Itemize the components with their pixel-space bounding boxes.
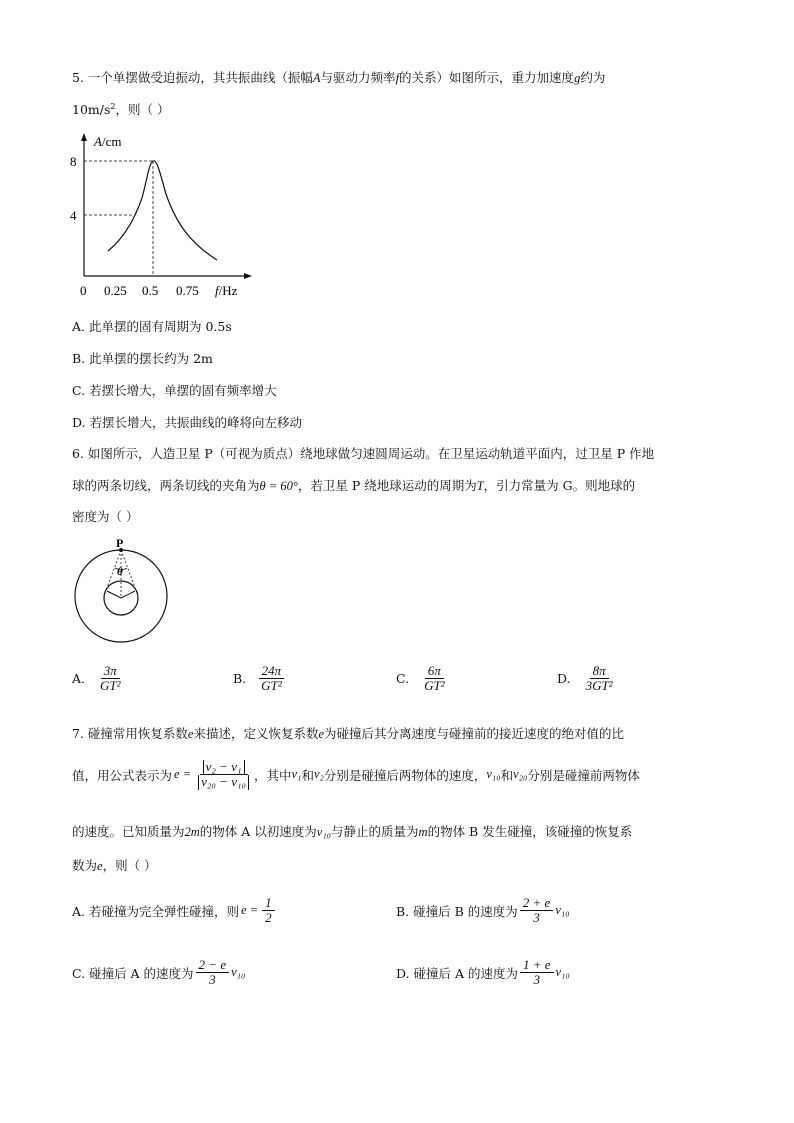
q7-stem-line2: 值，用公式表示为 e = $\frac{\text{v₂ − v₁}}{\text{v₂₀ − v₁₀}}$ ，其中 v₁ 和 v₂ 分别是碰撞后两物体的速度， v₁₀ 和 v₂₀ 分别是碰撞前两物体	[72, 759, 640, 790]
q7-stem-line3: 的速度。已知质量为2m的物体 A 以初速度为v₁₀与静止的质量为m的物体 B 发生碰撞，该碰撞的恢复系	[72, 824, 633, 839]
q5-option-c[interactable]: C. 若摆长增大，单摆的固有频率增大	[72, 383, 277, 398]
q6-option-c[interactable]: C. $\frac{6\pi}{\text{GT²}}$	[396, 663, 445, 694]
q6-option-a[interactable]: A. $\frac{3\pi}{\text{GT²}}$	[72, 663, 121, 694]
q5-stem-line1: 5. 一个单摆做受迫振动，其共振曲线（振幅A与驱动力频率f的关系）如图所示，重力加速度g约为	[72, 70, 606, 85]
q6-stem-line2: 球的两条切线，两条切线的夹角为θ = 60°，若卫星 P 绕地球运动的周期为T，引力常量为 G。则地球的	[72, 478, 636, 493]
restitution-formula: $\frac{\text{v₂ − v₁}}{\text{v₂₀ − v₁₀}}$	[195, 760, 252, 790]
resonance-curve	[108, 161, 217, 260]
theta-label: θ	[117, 566, 123, 578]
origin-label: 0	[80, 283, 87, 298]
x-tick-025: 0.25	[104, 283, 127, 298]
q6-option-b[interactable]: B. $\frac{24\pi}{\text{GT²}}$	[233, 664, 287, 694]
q7-option-a[interactable]: A. 若碰撞为完全弹性碰撞，则 e = $\frac{1}{2}$	[72, 896, 277, 926]
q7-stem-line4: 数为e，则（ ）	[72, 858, 157, 873]
q5-option-d[interactable]: D. 若摆长增大，共振曲线的峰将向左移动	[72, 415, 303, 430]
y-tick-4: 4	[70, 208, 77, 223]
q7-option-c[interactable]: C. 碰撞后 A 的速度为 $\frac{2 - e}{3}$ v₁₀	[72, 957, 246, 988]
q6-stem-line3: 密度为（ ）	[72, 509, 139, 524]
q5-option-a[interactable]: A. 此单摆的固有周期为 0.5s	[72, 319, 232, 334]
y-axis-label: A/cm	[94, 134, 122, 149]
q7-option-b[interactable]: B. 碰撞后 B 的速度为 $\frac{2 + e}{3}$ v₁₀	[396, 895, 570, 926]
satellite-label-p: P	[116, 536, 124, 550]
q7-option-d[interactable]: D. 碰撞后 A 的速度为 $\frac{1 + e}{3}$ v₁₀	[396, 957, 570, 988]
x-tick-075: 0.75	[176, 283, 199, 298]
q5-option-b[interactable]: B. 此单摆的摆长约为 2m	[72, 351, 213, 366]
q7-stem-line1: 7. 碰撞常用恢复系数e来描述，定义恢复系数e为碰撞后其分离速度与碰撞前的接近速度的绝对值的比	[72, 726, 625, 741]
y-tick-8: 8	[70, 154, 77, 169]
resonance-curve-graph	[72, 128, 262, 303]
x-axis-label: f/Hz	[215, 283, 238, 298]
q6-option-d[interactable]: D. $\frac{8\pi}{\text{3GT²}}$	[557, 663, 613, 694]
x-tick-05: 0.5	[142, 283, 159, 298]
satellite-orbit-figure	[74, 536, 170, 648]
q5-stem-line2: $10m/s^2$，则（ ）	[72, 101, 170, 117]
q6-stem-line1: 6. 如图所示，人造卫星 P（可视为质点）绕地球做匀速圆周运动。在卫星运动轨道平面内，过卫星 P 作地	[72, 446, 655, 461]
